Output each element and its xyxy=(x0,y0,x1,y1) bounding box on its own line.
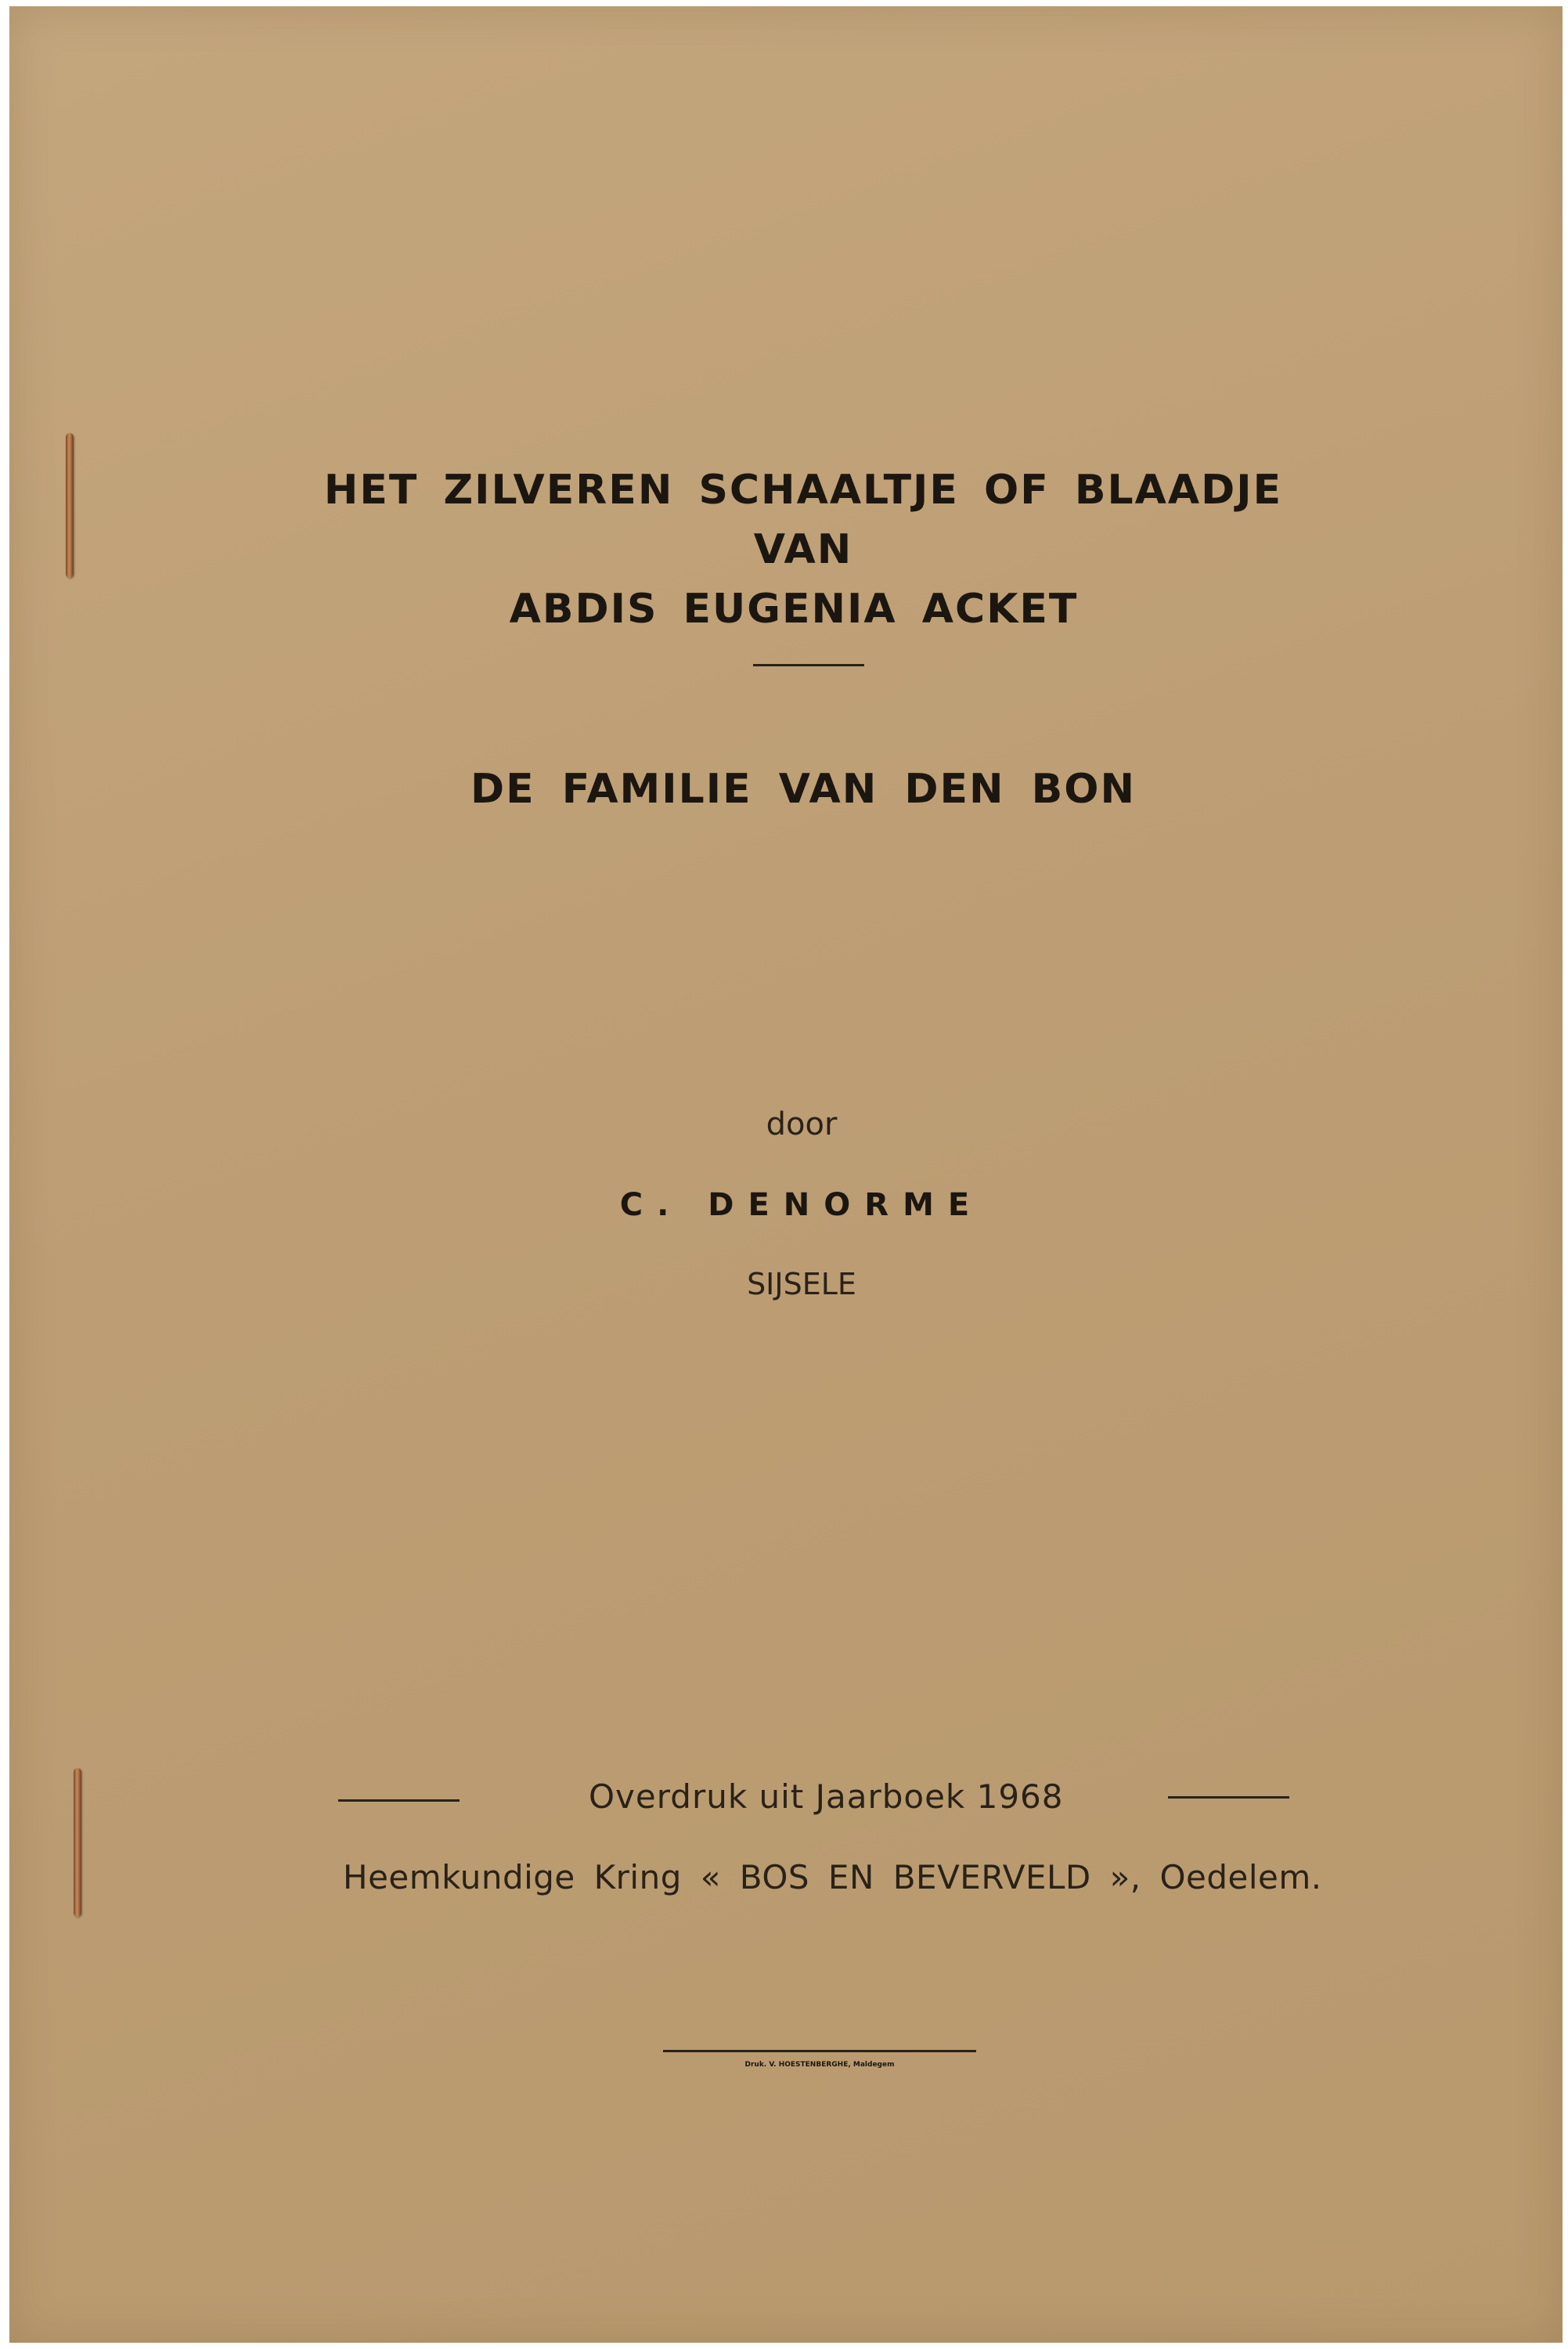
divider-right xyxy=(1168,1796,1289,1799)
printer-imprint: Druk. V. HOESTENBERGHE, Maldegem xyxy=(744,2061,895,2069)
title-line-3: ABDIS EUGENIA ACKET xyxy=(509,586,1079,633)
subtitle: DE FAMILIE VAN DEN BON xyxy=(470,766,1137,813)
author-name: C. DENORME xyxy=(619,1187,984,1223)
book-cover xyxy=(9,6,1563,2343)
byline-door: door xyxy=(766,1106,838,1142)
staple-bottom xyxy=(74,1768,81,1917)
title-divider xyxy=(753,664,864,666)
society-line: Heemkundige Kring « BOS EN BEVERVELD », Oedelem. xyxy=(343,1858,1322,1896)
overdruk-line: Overdruk uit Jaarboek 1968 xyxy=(589,1777,1064,1816)
author-place: SIJSELE xyxy=(747,1267,856,1301)
printer-rule xyxy=(663,2050,976,2052)
title-line-1: HET ZILVEREN SCHAALTJE OF BLAADJE xyxy=(323,467,1283,514)
divider-left xyxy=(338,1799,460,1802)
title-line-2: VAN xyxy=(753,526,853,573)
